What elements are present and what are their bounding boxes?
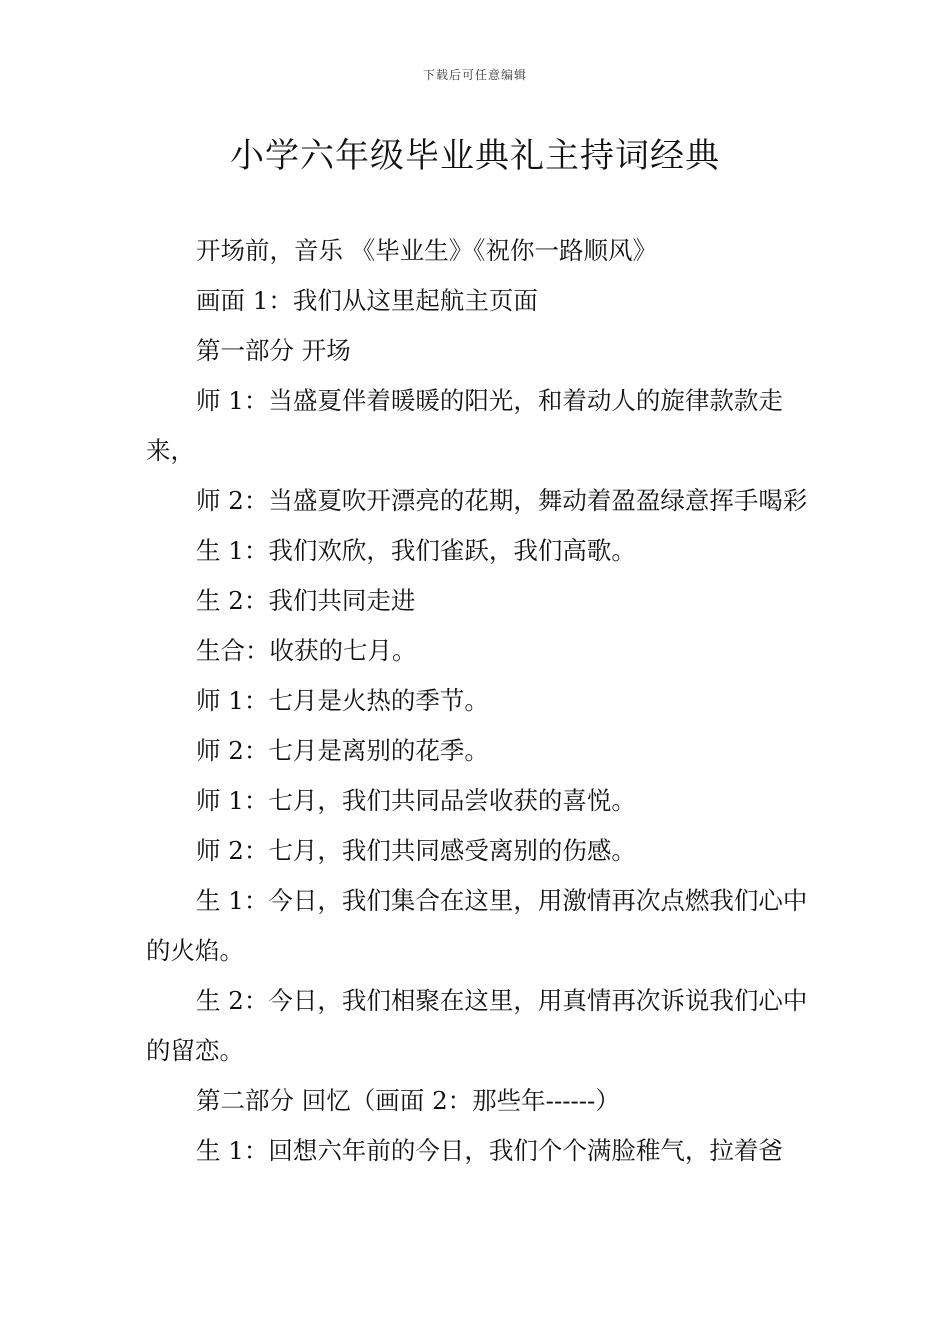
paragraph: 开场前，音乐 《毕业生》《祝你一路顺风》 (196, 236, 658, 265)
paragraph: 师 2：七月是离别的花季。 (196, 736, 489, 765)
document-title: 小学六年级毕业典礼主持词经典 (230, 136, 720, 176)
paragraph: 生 1：回想六年前的今日，我们个个满脸稚气，拉着爸 (196, 1136, 783, 1165)
paragraph: 师 1：当盛夏伴着暖暖的阳光，和着动人的旋律款款走来， (146, 386, 783, 465)
paragraph: 生 2：今日，我们相聚在这里，用真情再次诉说我们心中的留恋。 (146, 986, 808, 1065)
paragraph: 师 2：当盛夏吹开漂亮的花期，舞动着盈盈绿意挥手喝彩 (196, 486, 808, 515)
section-heading: 第二部分 回忆（画面 2：那些年------） (196, 1086, 620, 1115)
paragraph: 画面 1：我们从这里起航主页面 (196, 286, 538, 315)
header-note: 下载后可任意编辑 (422, 68, 527, 82)
paragraph: 生 1：我们欢欣，我们雀跃，我们高歌。 (196, 536, 636, 565)
document-body (146, 226, 812, 1176)
paragraph: 生 1：今日，我们集合在这里，用激情再次点燃我们心中的火焰。 (146, 886, 808, 965)
paragraph: 生合：收获的七月。 (196, 636, 417, 665)
paragraph: 生 2：我们共同走进 (196, 586, 416, 615)
paragraph: 师 2：七月，我们共同感受离别的伤感。 (196, 836, 636, 865)
paragraph: 师 1：七月是火热的季节。 (196, 686, 489, 715)
section-heading: 第一部分 开场 (196, 336, 351, 365)
paragraph: 师 1：七月，我们共同品尝收获的喜悦。 (196, 786, 636, 815)
